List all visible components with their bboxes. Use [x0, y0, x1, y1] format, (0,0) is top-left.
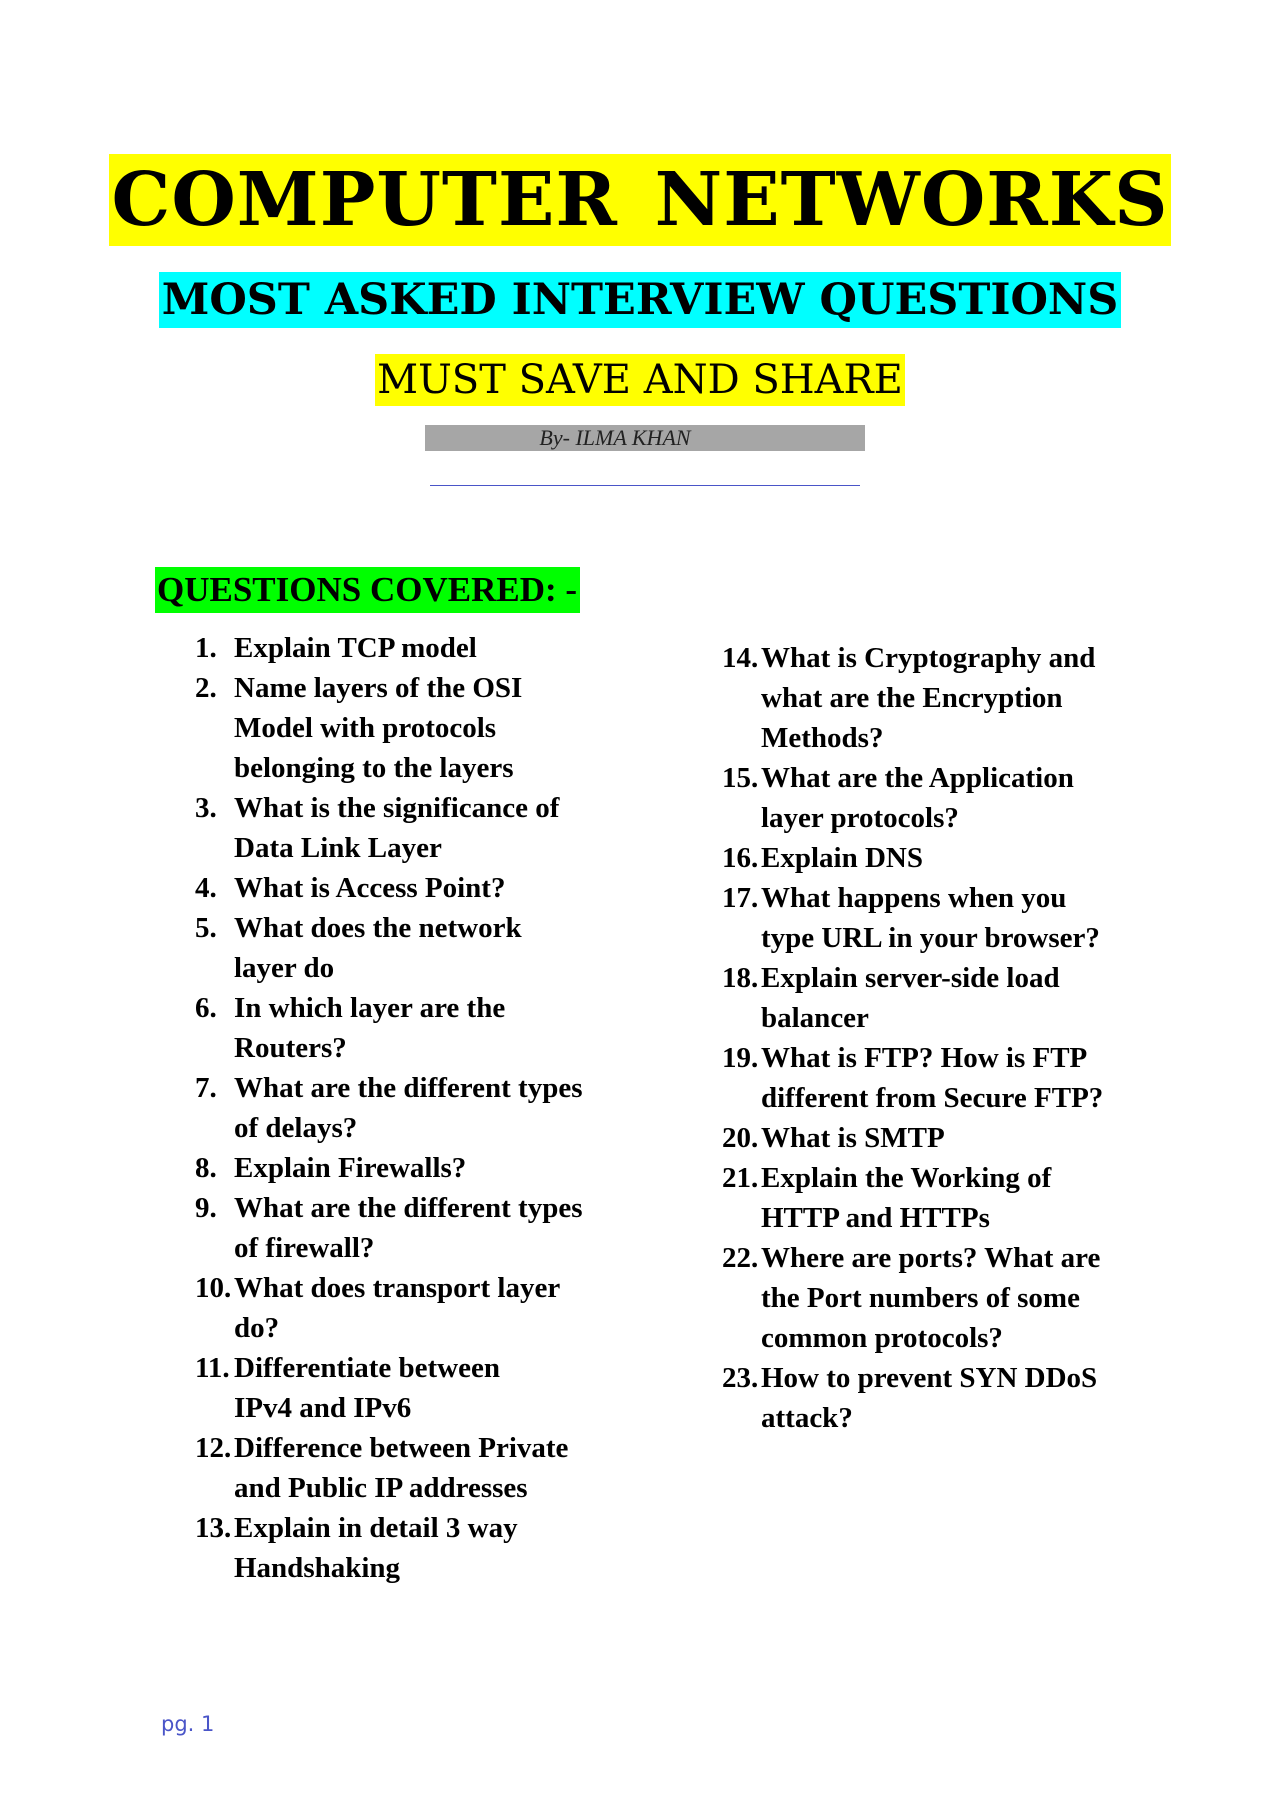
question-text — [234, 1148, 625, 1188]
question-line: What does the network — [234, 912, 522, 944]
question-text — [761, 638, 1142, 758]
question-line: Explain Firewalls? — [234, 1152, 467, 1184]
question-item — [722, 758, 1142, 838]
question-text — [761, 1358, 1142, 1438]
byline: By- ILMA KHAN — [539, 425, 691, 450]
question-number: 7. — [195, 1072, 217, 1104]
question-number: 21. — [722, 1162, 759, 1194]
question-text — [761, 838, 1142, 878]
question-line: Explain server-side load — [761, 962, 1060, 994]
question-number: 9. — [195, 1192, 217, 1224]
question-number: 16. — [722, 842, 759, 874]
question-number: 2. — [195, 672, 217, 704]
question-number: 14. — [722, 642, 759, 674]
question-text — [234, 1508, 625, 1588]
document-title: COMPUTER NETWORKS — [109, 154, 1170, 246]
question-text — [234, 628, 625, 668]
subtitle-row — [0, 272, 1280, 328]
question-line: Handshaking — [234, 1552, 401, 1584]
question-text — [234, 868, 625, 908]
tagline: MUST SAVE AND SHARE — [375, 354, 905, 406]
question-number: 12. — [195, 1432, 232, 1464]
question-item — [722, 838, 1142, 878]
question-list-right — [722, 638, 1142, 1438]
question-line: What is FTP? How is FTP — [761, 1042, 1088, 1074]
question-line: HTTP and HTTPs — [761, 1202, 990, 1234]
question-line: Explain the Working of — [761, 1162, 1052, 1194]
question-item — [195, 1348, 625, 1428]
question-text — [234, 1068, 625, 1148]
question-item — [195, 788, 625, 868]
question-line: IPv4 and IPv6 — [234, 1392, 412, 1424]
question-number: 22. — [722, 1242, 759, 1274]
question-line: layer protocols? — [761, 802, 959, 834]
question-line: do? — [234, 1312, 280, 1344]
question-number: 23. — [722, 1362, 759, 1394]
question-number: 15. — [722, 762, 759, 794]
question-number: 20. — [722, 1122, 759, 1154]
question-item — [195, 628, 625, 668]
question-line: Name layers of the OSI — [234, 672, 523, 704]
question-text — [761, 1158, 1142, 1238]
question-text — [234, 1188, 625, 1268]
question-text — [761, 1118, 1142, 1158]
question-line: What happens when you — [761, 882, 1067, 914]
question-text — [761, 1038, 1142, 1118]
question-item — [195, 908, 625, 988]
question-number: 10. — [195, 1272, 232, 1304]
question-text — [234, 908, 625, 988]
question-text — [761, 958, 1142, 1038]
question-item — [195, 1188, 625, 1268]
question-line: Explain in detail 3 way — [234, 1512, 518, 1544]
question-number: 17. — [722, 882, 759, 914]
question-item — [722, 1038, 1142, 1118]
question-line: Difference between Private — [234, 1432, 569, 1464]
question-line: Explain TCP model — [234, 632, 477, 664]
question-number: 6. — [195, 992, 217, 1024]
question-item — [195, 1268, 625, 1348]
question-line: common protocols? — [761, 1322, 1003, 1354]
question-number: 1. — [195, 632, 217, 664]
question-line: Model with protocols — [234, 712, 497, 744]
question-text — [761, 1238, 1142, 1358]
question-item — [195, 1148, 625, 1188]
question-line: type URL in your browser? — [761, 922, 1100, 954]
question-item — [195, 1428, 625, 1508]
question-line: What are the different types — [234, 1192, 583, 1224]
question-number: 8. — [195, 1152, 217, 1184]
question-text — [234, 1268, 625, 1348]
question-line: What is Access Point? — [234, 872, 506, 904]
question-item — [722, 1118, 1142, 1158]
question-text — [234, 988, 625, 1068]
question-line: What is the significance of — [234, 792, 560, 824]
question-item — [195, 988, 625, 1068]
question-line: and Public IP addresses — [234, 1472, 528, 1504]
section-heading: QUESTIONS COVERED: - — [155, 567, 580, 613]
question-number: 19. — [722, 1042, 759, 1074]
title-row — [0, 154, 1280, 246]
question-number: 18. — [722, 962, 759, 994]
question-item — [722, 638, 1142, 758]
question-line: What are the Application — [761, 762, 1074, 794]
question-line: What are the different types — [234, 1072, 583, 1104]
question-text — [234, 1428, 625, 1508]
question-line: What is SMTP — [761, 1122, 945, 1154]
question-item — [195, 1508, 625, 1588]
question-line: Routers? — [234, 1032, 347, 1064]
question-text — [234, 668, 625, 788]
question-line: Explain DNS — [761, 842, 923, 874]
question-line: Data Link Layer — [234, 832, 442, 864]
question-number: 5. — [195, 912, 217, 944]
question-line: Where are ports? What are — [761, 1242, 1101, 1274]
question-item — [722, 1158, 1142, 1238]
question-line: What does transport layer — [234, 1272, 561, 1304]
question-number: 11. — [195, 1352, 230, 1384]
horizontal-rule — [430, 485, 860, 486]
question-line: of firewall? — [234, 1232, 375, 1264]
question-list-left — [195, 628, 625, 1588]
question-line: belonging to the layers — [234, 752, 514, 784]
question-line: layer do — [234, 952, 335, 984]
question-number: 3. — [195, 792, 217, 824]
question-text — [761, 878, 1142, 958]
question-item — [722, 878, 1142, 958]
question-line: Differentiate between — [234, 1352, 500, 1384]
question-line: balancer — [761, 1002, 869, 1034]
tagline-row — [0, 354, 1280, 406]
question-number: 4. — [195, 872, 217, 904]
question-line: different from Secure FTP? — [761, 1082, 1104, 1114]
question-text — [234, 1348, 625, 1428]
question-item — [722, 1238, 1142, 1358]
page-number: pg. 1 — [161, 1712, 215, 1736]
question-item — [195, 668, 625, 788]
question-number: 13. — [195, 1512, 232, 1544]
question-item — [195, 868, 625, 908]
question-line: Methods? — [761, 722, 884, 754]
question-line: In which layer are the — [234, 992, 506, 1024]
document-subtitle: MOST ASKED INTERVIEW QUESTIONS — [159, 272, 1122, 328]
question-line: what are the Encryption — [761, 682, 1063, 714]
question-item — [195, 1068, 625, 1148]
question-item — [722, 958, 1142, 1038]
question-line: the Port numbers of some — [761, 1282, 1080, 1314]
question-text — [234, 788, 625, 868]
question-item — [722, 1358, 1142, 1438]
question-line: What is Cryptography and — [761, 642, 1096, 674]
question-text — [761, 758, 1142, 838]
question-line: How to prevent SYN DDoS — [761, 1362, 1098, 1394]
question-line: attack? — [761, 1402, 853, 1434]
question-line: of delays? — [234, 1112, 358, 1144]
